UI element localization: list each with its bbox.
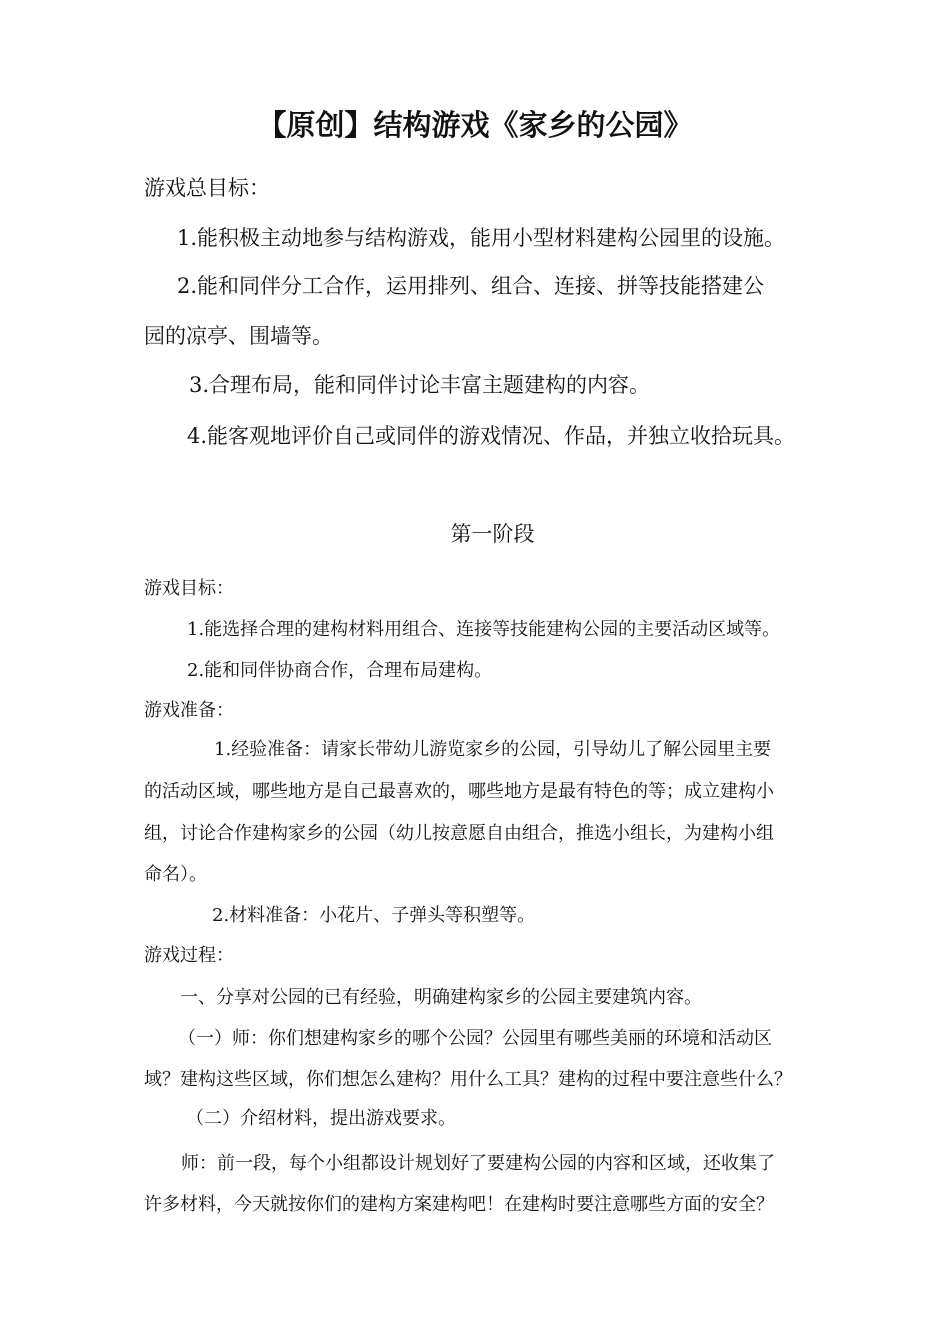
stage-goal-heading: 游戏目标： xyxy=(144,578,234,599)
process-step-1b: （二）介绍材料，提出游戏要求。 xyxy=(186,1108,456,1129)
overall-goal-item-3: 3.合理布局，能和同伴讨论丰富主题建构的内容。 xyxy=(189,373,651,397)
stage-goal-1: 1.能选择合理的建构材料用组合、连接等技能建构公园的主要活动区域等。 xyxy=(187,619,781,640)
preparation-1-line-2: 的活动区域，哪些地方是自己最喜欢的，哪些地方是最有特色的等；成立建构小 xyxy=(144,781,774,802)
preparation-2: 2.材料准备：小花片、子弹头等积塑等。 xyxy=(212,905,536,926)
process-heading: 游戏过程： xyxy=(144,945,234,966)
preparation-1-line-4: 命名）。 xyxy=(144,864,207,885)
stage-heading: 第一阶段 xyxy=(450,522,535,546)
overall-goal-item-1: 1.能积极主动地参与结构游戏，能用小型材料建构公园里的设施。 xyxy=(177,226,786,250)
teacher-speech-line-2: 许多材料，今天就按你们的建构方案建构吧！在建构时要注意哪些方面的安全？ xyxy=(144,1194,774,1215)
teacher-speech-line-1: 师：前一段，每个小组都设计规划好了要建构公园的内容和区域，还收集了 xyxy=(181,1153,775,1174)
stage-goal-2: 2.能和同伴协商合作，合理布局建构。 xyxy=(187,660,493,681)
overall-goal-heading: 游戏总目标： xyxy=(144,176,270,200)
page-title: 【原创】结构游戏《家乡的公园》 xyxy=(257,108,693,142)
preparation-1-line-1: 1.经验准备：请家长带幼儿游览家乡的公园，引导幼儿了解公园里主要 xyxy=(214,739,772,760)
process-step-1a-line-1: （一）师：你们想建构家乡的哪个公园？公园里有哪些美丽的环境和活动区 xyxy=(178,1028,772,1049)
preparation-heading: 游戏准备： xyxy=(144,700,234,721)
process-step-1a-line-2: 域？建构这些区域，你们想怎么建构？用什么工具？建构的过程中要注意些什么？ xyxy=(144,1069,792,1090)
overall-goal-item-4: 4.能客观地评价自己或同伴的游戏情况、作品，并独立收拾玩具。 xyxy=(187,424,796,448)
preparation-1-line-3: 组，讨论合作建构家乡的公园（幼儿按意愿自由组合，推选小组长，为建构小组 xyxy=(144,823,774,844)
process-step-1: 一、分享对公园的已有经验，明确建构家乡的公园主要建筑内容。 xyxy=(180,987,702,1008)
overall-goal-item-2-line-1: 2.能和同伴分工合作，运用排列、组合、连接、拼等技能搭建公 xyxy=(177,274,765,298)
overall-goal-item-2-line-2: 园的凉亭、围墙等。 xyxy=(144,324,333,348)
